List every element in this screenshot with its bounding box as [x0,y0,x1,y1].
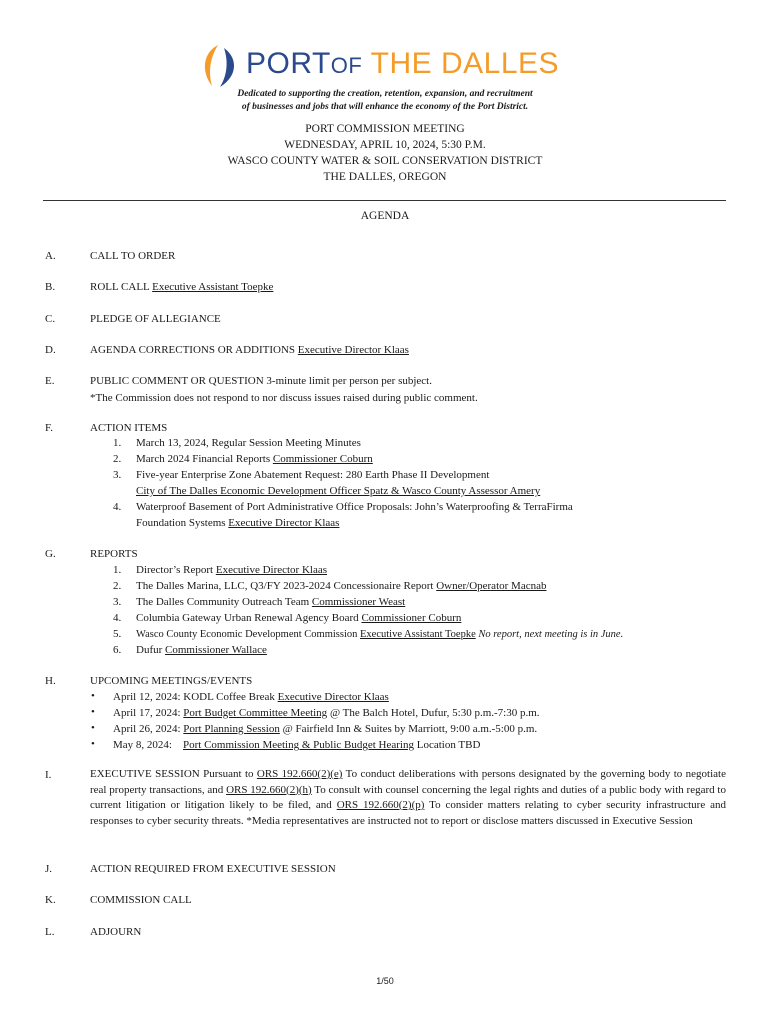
item-g-5-presenter: Executive Assistant Toepke [360,629,476,640]
event-2-details: @ The Balch Hotel, Dufur, 5:30 p.m.-7:30 p.m. [327,707,540,719]
event-2-title: Port Budget Committee Meeting [183,707,328,719]
item-g-letter: G. [45,548,56,560]
event-4-text: May 8, 2024: [113,739,183,751]
item-b-letter: B. [45,281,56,293]
item-g-1 [136,563,327,578]
event-3-text: April 26, 2024: [113,723,184,735]
item-e-note: *The Commission does not respond to nor discuss issues raised during public comment. [90,392,478,404]
item-d-letter: D. [45,344,56,356]
item-g-6 [136,643,267,658]
event-3-details: @ Fairfield Inn & Suites by Marriott, 9:00 a.m.-5:00 p.m. [279,723,538,735]
item-k-letter: K. [45,894,56,906]
meeting-info [0,121,770,185]
item-k-text: COMMISSION CALL [90,894,192,906]
item-g-3-text: The Dalles Community Outreach Team [136,596,312,608]
item-f-letter: F. [45,422,53,434]
item-i-text-2: To conduct deliberations with persons designated by the governing body to negotiate real property transactions, and [90,768,726,796]
item-h-text: UPCOMING MEETINGS/EVENTS [90,675,253,687]
bullet-icon: • [91,690,95,702]
port-logo [194,42,574,90]
logo-the-dalles: THE DALLES [370,47,560,80]
item-d-text: AGENDA CORRECTIONS OR ADDITIONS [90,344,298,356]
meeting-location: WASCO COUNTY WATER & SOIL CONSERVATION DISTRICT [227,155,543,167]
item-g-5-num: 5. [113,628,122,640]
tagline-line-2: of businesses and jobs that will enhance the economy of the Port District. [241,102,529,112]
item-f-2 [136,452,373,467]
ors-h-link: ORS 192.660(2)(h) [226,783,312,796]
event-3-title: Port Planning Session [183,723,280,735]
meeting-title: PORT COMMISSION MEETING [305,123,465,135]
item-i-text-3: To consult with counsel concerning the legal rights and duties of a public body with regard to current litigation or litigation likely to be filed, and [90,783,726,811]
item-e-text: PUBLIC COMMENT OR QUESTION 3-minute limit per person per subject. [90,375,432,387]
item-h-letter: H. [45,675,56,687]
page-number: 1/50 [376,976,394,986]
item-i-executive-session [90,767,726,829]
header-divider [43,200,726,201]
event-2-text: April 17, 2024: [113,707,184,719]
item-i-text-4: To consider matters relating to cyber security infrastructure and responses to cyber security threats. *Media representatives are instructed not to report or disclose matters discussed in Executive Session [90,799,726,827]
event-4-title: Port Commission Meeting & Public Budget Hearing [182,739,414,751]
item-g-5 [136,627,623,642]
item-g-4-text: Columbia Gateway Urban Renewal Agency Board [136,612,362,624]
item-f-3-text: Five-year Enterprise Zone Abatement Request: 280 Earth Phase II Development [136,469,490,481]
item-b-presenter: Executive Assistant Toepke [152,281,274,293]
item-g-4 [136,611,461,626]
ors-p-link: ORS 192.660(2)(p) [336,799,425,811]
item-f-4-num: 4. [113,501,122,513]
item-a-letter: A. [45,250,56,262]
event-4 [113,738,480,753]
event-1 [113,690,389,705]
event-3 [113,722,537,737]
item-d [90,343,409,358]
item-f-4-cont [136,516,339,531]
item-i-letter: I. [45,769,52,781]
ors-e-link: ORS 192.660(2)(e) [256,768,343,780]
event-1-presenter: Executive Director Klaas [277,691,389,703]
item-c-text: PLEDGE OF ALLEGIANCE [90,313,221,325]
item-l-text: ADJOURN [90,926,142,938]
item-g-2 [136,579,546,594]
bullet-icon: • [91,738,95,750]
bullet-icon: • [91,722,95,734]
item-g-6-text: Dufur [136,644,166,656]
item-j-text: ACTION REQUIRED FROM EXECUTIVE SESSION [90,863,336,875]
item-g-1-num: 1. [113,564,122,576]
meeting-city: THE DALLES, OREGON [323,171,447,183]
item-f-2-text: March 2024 Financial Reports [136,453,273,465]
item-f-1-text: March 13, 2024, Regular Session Meeting Minutes [136,437,361,449]
item-f-4-presenter: Executive Director Klaas [228,517,340,529]
item-g-3-presenter: Commissioner Weast [311,596,406,608]
item-f-2-presenter: Commissioner Coburn [272,453,373,465]
item-g-5-text: Wasco County Economic Development Commission [136,629,361,640]
logo-port: PORT [246,47,331,80]
item-g-1-text: Director’s Report [136,564,216,576]
item-b-text: ROLL CALL [90,281,153,293]
item-g-5-note: No report, next meeting is in June. [475,629,624,640]
item-d-presenter: Executive Director Klaas [297,344,409,356]
item-l-letter: L. [45,926,55,938]
item-f-4-text2: Foundation Systems [136,517,229,529]
item-g-3 [136,595,405,610]
agenda-title: AGENDA [360,210,410,222]
event-1-text: April 12, 2024: KODL Coffee Break [113,691,278,703]
event-4-details: Location TBD [413,739,481,751]
item-f-text: ACTION ITEMS [90,422,168,434]
item-b [90,280,273,295]
item-f-3-num: 3. [113,469,122,481]
item-g-2-presenter: Owner/Operator Macnab [436,580,547,592]
item-g-2-num: 2. [113,580,122,592]
item-f-2-num: 2. [113,453,122,465]
item-a-text: CALL TO ORDER [90,250,176,262]
meeting-date: WEDNESDAY, APRIL 10, 2024, 5:30 P.M. [284,139,486,151]
item-g-6-num: 6. [113,644,122,656]
item-f-3-presenter: City of The Dalles Economic Development Officer Spatz & Wasco County Assessor Amery [136,485,541,497]
item-i-text-1: EXECUTIVE SESSION Pursuant to [90,768,257,780]
item-f-1-num: 1. [113,437,122,449]
item-j-letter: J. [45,863,53,875]
bullet-icon: • [91,706,95,718]
item-g-3-num: 3. [113,596,122,608]
port-leaf-logo-icon [194,42,242,90]
logo-wordmark [246,47,559,81]
item-e-letter: E. [45,375,55,387]
logo-of: OF [330,53,363,78]
item-c-letter: C. [45,313,56,325]
item-g-4-num: 4. [113,612,122,624]
item-f-4-text: Waterproof Basement of Port Administrative Office Proposals: John’s Waterproofing & TerraFirma [136,501,573,513]
tagline-line-1: Dedicated to supporting the creation, retention, expansion, and recruitment [237,89,533,99]
item-g-6-presenter: Commissioner Wallace [165,644,267,656]
item-g-1-presenter: Executive Director Klaas [215,564,328,576]
item-g-4-presenter: Commissioner Coburn [361,612,462,624]
item-g-text: REPORTS [90,548,138,560]
event-2 [113,706,540,721]
item-g-2-text: The Dalles Marina, LLC, Q3/FY 2023-2024 Concessionaire Report [136,580,437,592]
